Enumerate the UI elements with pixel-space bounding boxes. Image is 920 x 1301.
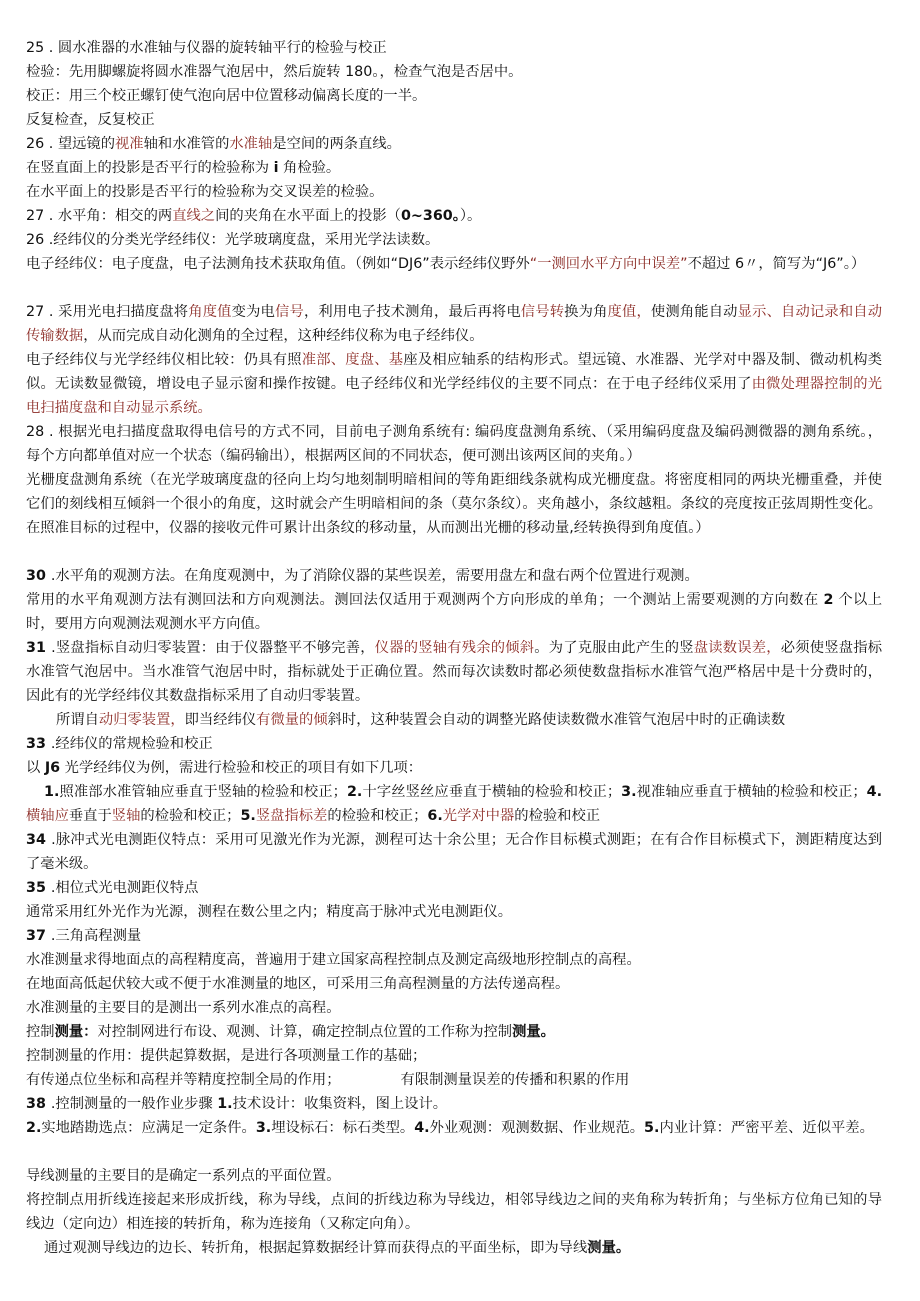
text-line <box>26 1044 882 1068</box>
text-segment: .脉冲式光电测距仪特点：采用可见激光作为光源，测程可达十余公里；无合作目标模式测距；在有合作目标模式下，测距精度达到了毫米级。 <box>26 832 882 872</box>
text-line <box>26 348 882 420</box>
text-segment: 通常采用红外光作为光源，测程在数公里之内；精度高于脉冲式光电测距仪。 <box>26 904 513 920</box>
text-segment: 26 . 望远镜的 <box>26 136 116 152</box>
text-segment: 在地面高低起伏较大或不便于水准测量的地区，可采用三角高程测量的方法传递高程。 <box>26 976 570 992</box>
text-segment: 视准轴应垂直于横轴的检验和校正； <box>636 784 867 800</box>
text-segment: 不超过 6〃，简写为“J6”。） <box>687 256 866 272</box>
text-segment: 有传递点位坐标和高程并等精度控制全局的作用； <box>26 1072 341 1088</box>
text-segment: ）。 <box>459 208 482 224</box>
text-segment: 光学经纬仪为例，需进行检验和校正的项目有如下几项： <box>60 760 423 776</box>
text-line <box>26 132 882 156</box>
text-segment: 的检验和校正 <box>514 808 601 824</box>
highlighted-text: 直线之 <box>172 208 216 224</box>
text-segment: 十字丝竖丝应垂直于横轴的检验和校正； <box>362 784 622 800</box>
highlighted-text: 盘读数误差， <box>693 640 781 656</box>
highlighted-text: 准部、度盘、基 <box>301 352 404 368</box>
bold-text: 5. <box>240 808 256 824</box>
highlighted-text: 竖盘指标差 <box>255 808 328 824</box>
text-segment: 的检验和校正； <box>327 808 428 824</box>
text-line <box>26 156 882 180</box>
text-segment: 埋设标石：标石类型。 <box>271 1120 415 1136</box>
bold-text: 31 <box>26 640 52 656</box>
text-segment: 以 <box>26 760 45 776</box>
text-line <box>56 708 912 732</box>
text-segment: 垂直于 <box>68 808 112 824</box>
text-line <box>44 1236 900 1260</box>
text-segment: 必须使竖盘指标水准管气泡居中。当水准管气泡居中时，指标就处于正确位置。然而每次读数时都必须使数盘指标水准管气泡严格居中是十分费时的，因此有的光学经纬仪其数盘指标采用了自动归零装置。 <box>26 640 883 704</box>
text-line <box>26 1020 882 1044</box>
text-segment: 25 . 圆水准器的水准轴与仪器的旋转轴平行的检验与校正 <box>26 40 387 56</box>
bold-text: 3. <box>255 1120 272 1136</box>
text-line <box>26 1188 882 1236</box>
bold-text: 2 <box>823 592 834 608</box>
text-segment: 常用的水平角观测方法有测回法和方向观测法。测回法仅适用于观测两个方向形成的单角；一个测站上需要观测的方向数在 <box>26 592 824 608</box>
text-line <box>26 420 882 468</box>
text-line <box>26 780 882 828</box>
highlighted-text: 视准 <box>115 136 144 152</box>
text-segment: 水准测量的主要目的是测出一系列水准点的高程。 <box>26 1000 341 1016</box>
highlighted-text: 水准轴 <box>229 136 273 152</box>
text-segment: 将控制点用折线连接起来形成折线，称为导线，点间的折线边称为导线边，相邻导线边之间的夹角称为转折角；与坐标方位角已知的导线边（定向边）相连接的转折角，称为连接角（又称定向角）。 <box>26 1192 882 1232</box>
highlighted-text: 横轴应 <box>26 808 69 824</box>
text-segment: 斜时，这种装置会自动的调整光路使读数微水准管气泡居中时的正确读数 <box>327 712 786 728</box>
text-segment: 角检验。 <box>278 160 341 176</box>
bold-text: 2. <box>26 1120 42 1136</box>
text-segment: 反复检查，反复校正 <box>26 112 155 128</box>
text-line <box>26 924 882 948</box>
text-segment: 照准部水准管轴应垂直于竖轴的检验和校正； <box>59 784 347 800</box>
text-segment: 所谓自 <box>56 712 99 728</box>
bold-text: 4. <box>414 1120 430 1136</box>
text-line <box>26 468 882 540</box>
text-line <box>26 1164 882 1188</box>
bold-text: 37 <box>26 928 51 944</box>
text-segment: 间的夹角在水平面上的投影（ <box>215 208 401 224</box>
text-line <box>26 996 882 1020</box>
text-line <box>26 1092 882 1116</box>
text-segment: 使测角能自动 <box>650 304 738 320</box>
text-line <box>26 972 882 996</box>
text-segment: 的检验和校正； <box>140 808 241 824</box>
text-segment: .竖盘指标自动归零装置：由于仪器整平不够完善， <box>51 640 375 656</box>
text-segment: 电子经纬仪与光学经纬仪相比较：仍具有照 <box>26 352 302 368</box>
text-segment: .水平角的观测方法。在角度观测中，为了消除仪器的某些误差，需要用盘左和盘右两个位置进行观测。 <box>50 568 699 584</box>
text-segment: 27 . 采用光电扫描度盘将 <box>26 304 189 320</box>
text-line <box>26 228 882 252</box>
bold-text: 测量。 <box>512 1024 555 1040</box>
bold-text: 6. <box>427 808 443 824</box>
text-segment: 是空间的两条直线。 <box>272 136 401 152</box>
text-segment: ，利用电子技术测角，最后再将电 <box>303 304 521 320</box>
text-segment: 内业计算：严密平差、近似平差。 <box>659 1120 874 1136</box>
text-segment: 在水平面上的投影是否平行的检验称为交叉误差的检验。 <box>26 184 384 200</box>
text-segment: 换为角 <box>564 304 608 320</box>
bold-text: 1. <box>44 784 60 800</box>
text-line <box>26 732 882 756</box>
text-segment: 控制测量的作用：提供起算数据，是进行各项测量工作的基础； <box>26 1048 427 1064</box>
bold-text: 34 <box>26 832 52 848</box>
highlighted-text: 竖轴 <box>111 808 141 824</box>
highlighted-text: 度值， <box>607 304 651 320</box>
text-segment: 28 . 根据光电扫描度盘取得电信号的方式不同，目前电子测角系统有: 编码度盘测角系统、（采用编码度盘及编码测微器的测角系统。，每个方向都单值对应一个状态（编码输出），根据两区间的不同状态，便可测出该两区间的夹角。） <box>26 424 882 464</box>
text-line <box>26 588 882 636</box>
highlighted-text: 仪器的竖轴有残余的倾斜 <box>374 640 535 656</box>
text-line <box>26 828 882 876</box>
highlighted-text: 动归零装置， <box>98 712 185 728</box>
text-segment: 26 .经纬仪的分类光学经纬仪：光学玻璃度盘，采用光学法读数。 <box>26 232 440 248</box>
highlighted-text: 信号 <box>275 304 304 320</box>
bold-text: 1. <box>217 1096 233 1112</box>
text-segment: 轴和水准管的 <box>143 136 230 152</box>
text-line <box>26 756 882 780</box>
text-segment: ，从而完成自动化测角的全过程，这种经纬仪称为电子经纬仪。 <box>83 328 484 344</box>
bold-text: 2. <box>346 784 363 800</box>
bold-text: i <box>273 160 279 176</box>
text-segment: 变为电 <box>231 304 276 320</box>
highlighted-text: 信号转 <box>520 304 565 320</box>
text-segment: .控制测量的一般作业步骤 <box>50 1096 218 1112</box>
highlighted-text: 角度值 <box>188 304 232 320</box>
bold-text: 35 <box>26 880 51 896</box>
text-segment: 对控制网进行布设、观测、计算，确定控制点位置的工作称为控制 <box>97 1024 513 1040</box>
text-segment: .经纬仪的常规检验和校正 <box>50 736 213 752</box>
highlighted-text: “一测回水平方向中误差” <box>529 256 688 272</box>
bold-text: 测量： <box>54 1024 98 1040</box>
text-segment: 外业观测：观测数据、作业规范。 <box>429 1120 645 1136</box>
text-line <box>26 1116 882 1140</box>
bold-text: 3. <box>621 784 637 800</box>
text-line <box>26 1068 882 1092</box>
text-segment: 电子经纬仪：电子度盘，电子法测角技术获取角值。（例如“DJ6”表示经纬仪野外 <box>26 256 530 272</box>
highlighted-text: 光学对中器 <box>442 808 515 824</box>
text-segment: 光栅度盘测角系统（在光学玻璃度盘的径向上均匀地刻制明暗相间的等角距细线条就构成光栅度盘。将密度相同的两块光栅重叠，并使它们的刻线相互倾斜一个很小的角度，这时就会产生明暗相间的条（莫尔条纹）。夹角越小，条纹越粗。条纹的亮度按正弦周期性变化。在照准目标的过程中，仪器的接收元件可累计出条纹的移动量，从而测出光栅的移动量,经转换得到角度值。） <box>26 472 882 536</box>
bold-text: 0~360。 <box>400 208 460 224</box>
text-line <box>26 204 882 228</box>
text-segment: 个以上时，要用方向观测法观测水平方向值。 <box>26 592 882 632</box>
text-line <box>26 900 882 924</box>
bold-text: 33 <box>26 736 51 752</box>
text-line <box>26 108 882 132</box>
text-segment: 通过观测导线边的边长、转折角，根据起算数据经计算而获得点的平面坐标，即为导线 <box>44 1240 588 1256</box>
highlighted-text: 显示、自动记录和自动传输数据 <box>26 304 883 344</box>
highlighted-text: 由微处理器控制的光电扫描度盘和自动显示系统。 <box>26 376 883 416</box>
bold-text: 4. <box>866 784 883 800</box>
text-segment: .三角高程测量 <box>50 928 142 944</box>
text-segment: 导线测量的主要目的是确定一系列点的平面位置。 <box>26 1168 341 1184</box>
text-line <box>26 876 882 900</box>
text-segment: 即当经纬仪 <box>184 712 257 728</box>
text-segment: 控制 <box>26 1024 55 1040</box>
text-segment: 校正：用三个校正螺钉使气泡向居中位置移动偏离长度的一半。 <box>26 88 427 104</box>
bold-text: 测量。 <box>587 1240 631 1256</box>
text-line <box>26 300 882 348</box>
text-line <box>26 564 882 588</box>
text-segment: 有限制测量误差的传播和积累的作用 <box>400 1072 630 1088</box>
text-segment: 检验：先用脚螺旋将圆水准器气泡居中，然后旋转 180。，检查气泡是否居中。 <box>26 64 523 80</box>
text-line <box>26 84 882 108</box>
text-segment: 在竖直面上的投影是否平行的检验称为 <box>26 160 274 176</box>
text-segment: 座及相应轴系的结构形式。望远镜、水准器、光学对中器及制、微动机构类似。无读数显微镜，增设电子显示窗和操作按键。电子经纬仪和光学经纬仪的主要不同点：在于电子经纬仪采用了 <box>26 352 883 392</box>
bold-text: 38 <box>26 1096 51 1112</box>
text-line <box>26 948 882 972</box>
text-line <box>26 636 882 708</box>
highlighted-text: 有微量的倾 <box>256 712 328 728</box>
text-line <box>26 252 882 276</box>
text-line <box>26 180 882 204</box>
text-segment: 。为了克服由此产生的竖 <box>534 640 694 656</box>
text-segment: 实地踏勘选点：应满足一定条件。 <box>41 1120 256 1136</box>
bold-text: 30 <box>26 568 51 584</box>
text-segment: 水准测量求得地面点的高程精度高，普遍用于建立国家高程控制点及测定高级地形控制点的高程。 <box>26 952 641 968</box>
text-segment: 技术设计：收集资料，图上设计。 <box>232 1096 448 1112</box>
text-line <box>26 36 882 60</box>
bold-text: J6 <box>44 760 61 776</box>
text-segment: .相位式光电测距仪特点 <box>50 880 199 896</box>
text-line <box>26 60 882 84</box>
text-segment: 27 . 水平角：相交的两 <box>26 208 173 224</box>
bold-text: 5. <box>644 1120 660 1136</box>
